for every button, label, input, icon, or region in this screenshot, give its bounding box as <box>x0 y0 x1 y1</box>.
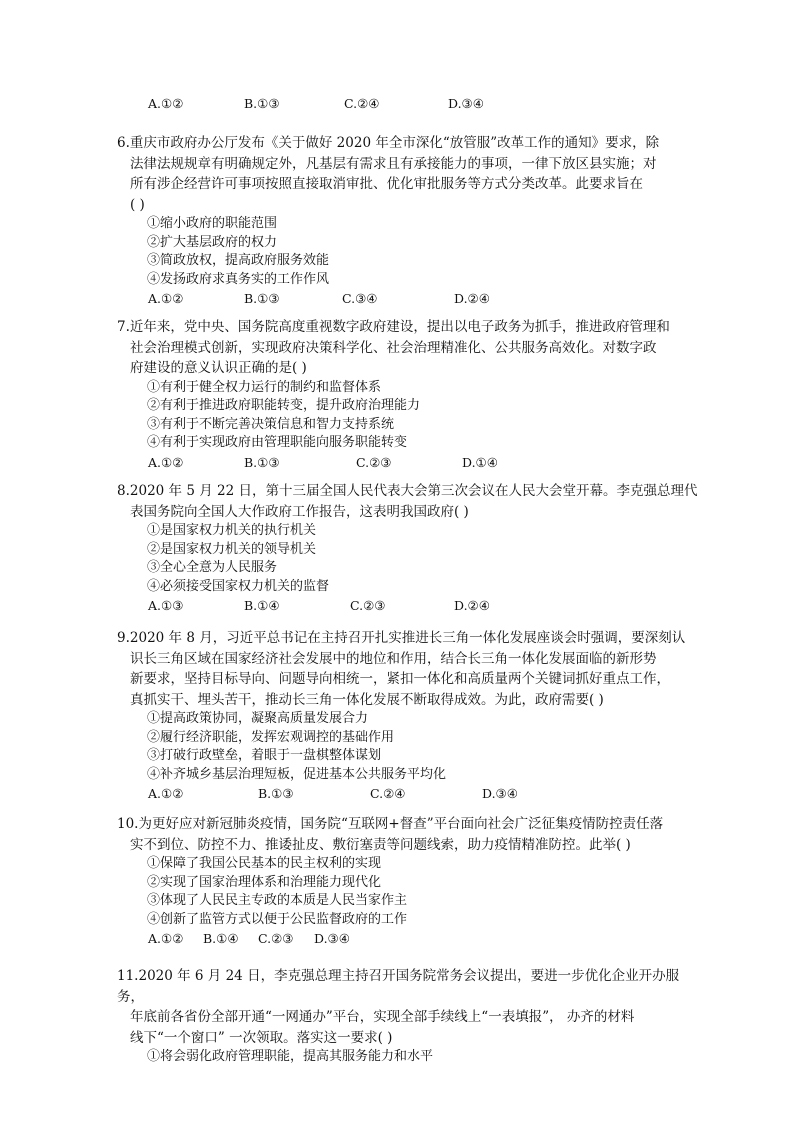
option-b: B.①③ <box>244 96 280 111</box>
stem-line: 新要求，坚持目标导向、问题导向相统一，紧扣一体化和高质量两个关键词抓好重点工作， <box>130 671 670 687</box>
option-c: C.②③ <box>350 598 386 613</box>
question-number: 9. <box>117 630 130 646</box>
question-number: 11. <box>117 968 139 984</box>
stem-line: 重庆市政府办公厅发布《关于做好 2020 年全市深化“放管服”改革工作的通知》要求，除 <box>129 135 660 151</box>
stem-line: 为更好应对新冠肺炎疫情，国务院“互联网+督查”平台面向社会广泛征集疫情防控责任落 <box>138 816 664 832</box>
statement-2: ②扩大基层政府的权力 <box>147 234 278 250</box>
stem-line: 2020 年 8 月，习近平总书记在主持召开扎实推进长三角一体化发展座谈会时强调，要深刻认 <box>129 630 686 646</box>
options-row <box>148 929 702 948</box>
question-number: 10. <box>117 816 139 832</box>
option-b: B.①③ <box>244 454 280 470</box>
statement-2: ②是国家权力机关的领导机关 <box>147 541 317 557</box>
question-number: 7. <box>117 319 130 335</box>
option-b: B.①③ <box>244 291 280 306</box>
question-7 <box>117 317 702 472</box>
statement-2: ②实现了国家治理体系和治理能力现代化 <box>147 874 382 890</box>
stem-line: 年底前各省份全部开通“一网通办”平台，实现全部手续线上“一表填报”， 办齐的材料 <box>130 1009 635 1025</box>
options-row <box>148 596 702 615</box>
option-a: A.①③ <box>148 598 184 613</box>
statement-1: ①缩小政府的职能范围 <box>147 216 278 231</box>
option-a: A.①② <box>148 291 184 306</box>
option-d: D.②④ <box>454 598 490 613</box>
stem-line: 2020 年 6 月 24 日，李克强总理主持召开国务院常务会议提出，要进一步优化企业开办服务， <box>117 968 680 1005</box>
statement-1: ①将会弱化政府管理职能，提高其服务能力和水平 <box>147 1049 434 1064</box>
statement-1: ①提高政策协同，凝聚高质量发展合力 <box>147 711 369 726</box>
stem-line: 府建设的意义认识正确的是( ) <box>130 360 307 376</box>
option-d: D.③④ <box>448 96 484 111</box>
statement-4: ④发扬政府求真务实的工作作风 <box>147 271 330 287</box>
question-10 <box>117 814 702 948</box>
question-11 <box>117 966 702 1067</box>
option-a: A.①② <box>148 786 184 801</box>
stem-line: 2020 年 5 月 22 日，第十三届全国人民代表大会第三次会议在人民大会堂开幕。李克强总理代 <box>129 483 698 499</box>
question-number: 6. <box>117 135 130 151</box>
option-c: C.②③ <box>258 931 294 946</box>
stem-line: 识长三角区域在国家经济社会发展中的地位和作用，结合长三角一体化发展面临的新形势 <box>130 650 657 667</box>
option-d: D.③④ <box>314 931 350 946</box>
q5-options <box>148 95 548 113</box>
option-a: A.①② <box>148 454 184 470</box>
option-d: D.③④ <box>482 786 518 801</box>
options-row <box>148 289 702 308</box>
statement-1: ①有利于健全权力运行的制约和监督体系 <box>147 379 382 395</box>
option-c: C.②④ <box>344 96 380 111</box>
stem-line: 实不到位、防控不力、推诿扯皮、敷衍塞责等问题线索，助力疫情精准防控。此举( ) <box>130 836 631 853</box>
stem-line: 表国务院向全国人大作政府工作报告，这表明我国政府( ) <box>130 503 469 520</box>
statement-1: ①保障了我国公民基本的民主权利的实现 <box>147 856 382 871</box>
options-row <box>148 784 702 803</box>
statement-3: ③全心全意为人民服务 <box>147 560 278 575</box>
question-6 <box>117 133 702 308</box>
statement-4: ④补齐城乡基层治理短板，促进基本公共服务平均化 <box>147 766 447 782</box>
option-c: C.②③ <box>356 454 392 470</box>
stem-line: 近年来，党中央、国务院高度重视数字政府建设，提出以电子政务为抓手，推进政府管理和 <box>129 319 670 335</box>
stem-line: 线下“一个窗口” 一次领取。落实这一要求( ) <box>130 1029 393 1046</box>
question-number: 8. <box>117 483 130 499</box>
answer-blank: ( ) <box>130 196 145 213</box>
stem-line: 所有涉企经营许可事项按照直接取消审批、优化审批服务等方式分类改革。此要求旨在 <box>130 176 643 192</box>
option-c: C.②④ <box>370 786 406 801</box>
option-d: D.①④ <box>462 454 498 470</box>
option-b: B.①④ <box>244 598 280 613</box>
statement-2: ②履行经济职能，发挥宏观调控的基础作用 <box>147 729 395 745</box>
statement-4: ④创新了监管方式以便于公民监督政府的工作 <box>147 911 408 927</box>
option-c: C.③④ <box>342 291 378 306</box>
stem-line: 法律法规规章有明确规定外，凡基层有需求且有承接能力的事项，一律下放区县实施；对 <box>130 155 657 172</box>
option-b: B.①③ <box>258 786 294 801</box>
question-8 <box>117 481 702 615</box>
option-b: B.①④ <box>203 931 239 946</box>
statement-3: ③简政放权，提高政府服务效能 <box>147 253 330 268</box>
option-d: D.②④ <box>454 291 490 306</box>
statement-3: ③有利于不断完善决策信息和智力支持系统 <box>147 416 395 432</box>
statement-3: ③打破行政壁垒，着眼于一盘棋整体谋划 <box>147 748 382 763</box>
statement-3: ③体现了人民民主专政的本质是人民当家作主 <box>147 893 408 908</box>
option-a: A.①② <box>148 931 184 946</box>
stem-line: 社会治理模式创新，实现政府决策科学化、社会治理精准化、公共服务高效化。对数字政 <box>130 339 657 356</box>
statement-4: ④必须接受国家权力机关的监督 <box>147 578 330 594</box>
option-a: A.①② <box>148 96 184 111</box>
stem-line: 真抓实干、埋头苦干，推动长三角一体化发展不断取得成效。为此，政府需要( ) <box>130 691 604 708</box>
question-9 <box>117 628 702 803</box>
statement-1: ①是国家权力机关的执行机关 <box>147 523 317 538</box>
statement-4: ④有利于实现政府由管理职能向服务职能转变 <box>147 435 408 450</box>
statement-2: ②有利于推进政府职能转变，提升政府治理能力 <box>147 398 421 413</box>
options-row <box>148 453 702 472</box>
